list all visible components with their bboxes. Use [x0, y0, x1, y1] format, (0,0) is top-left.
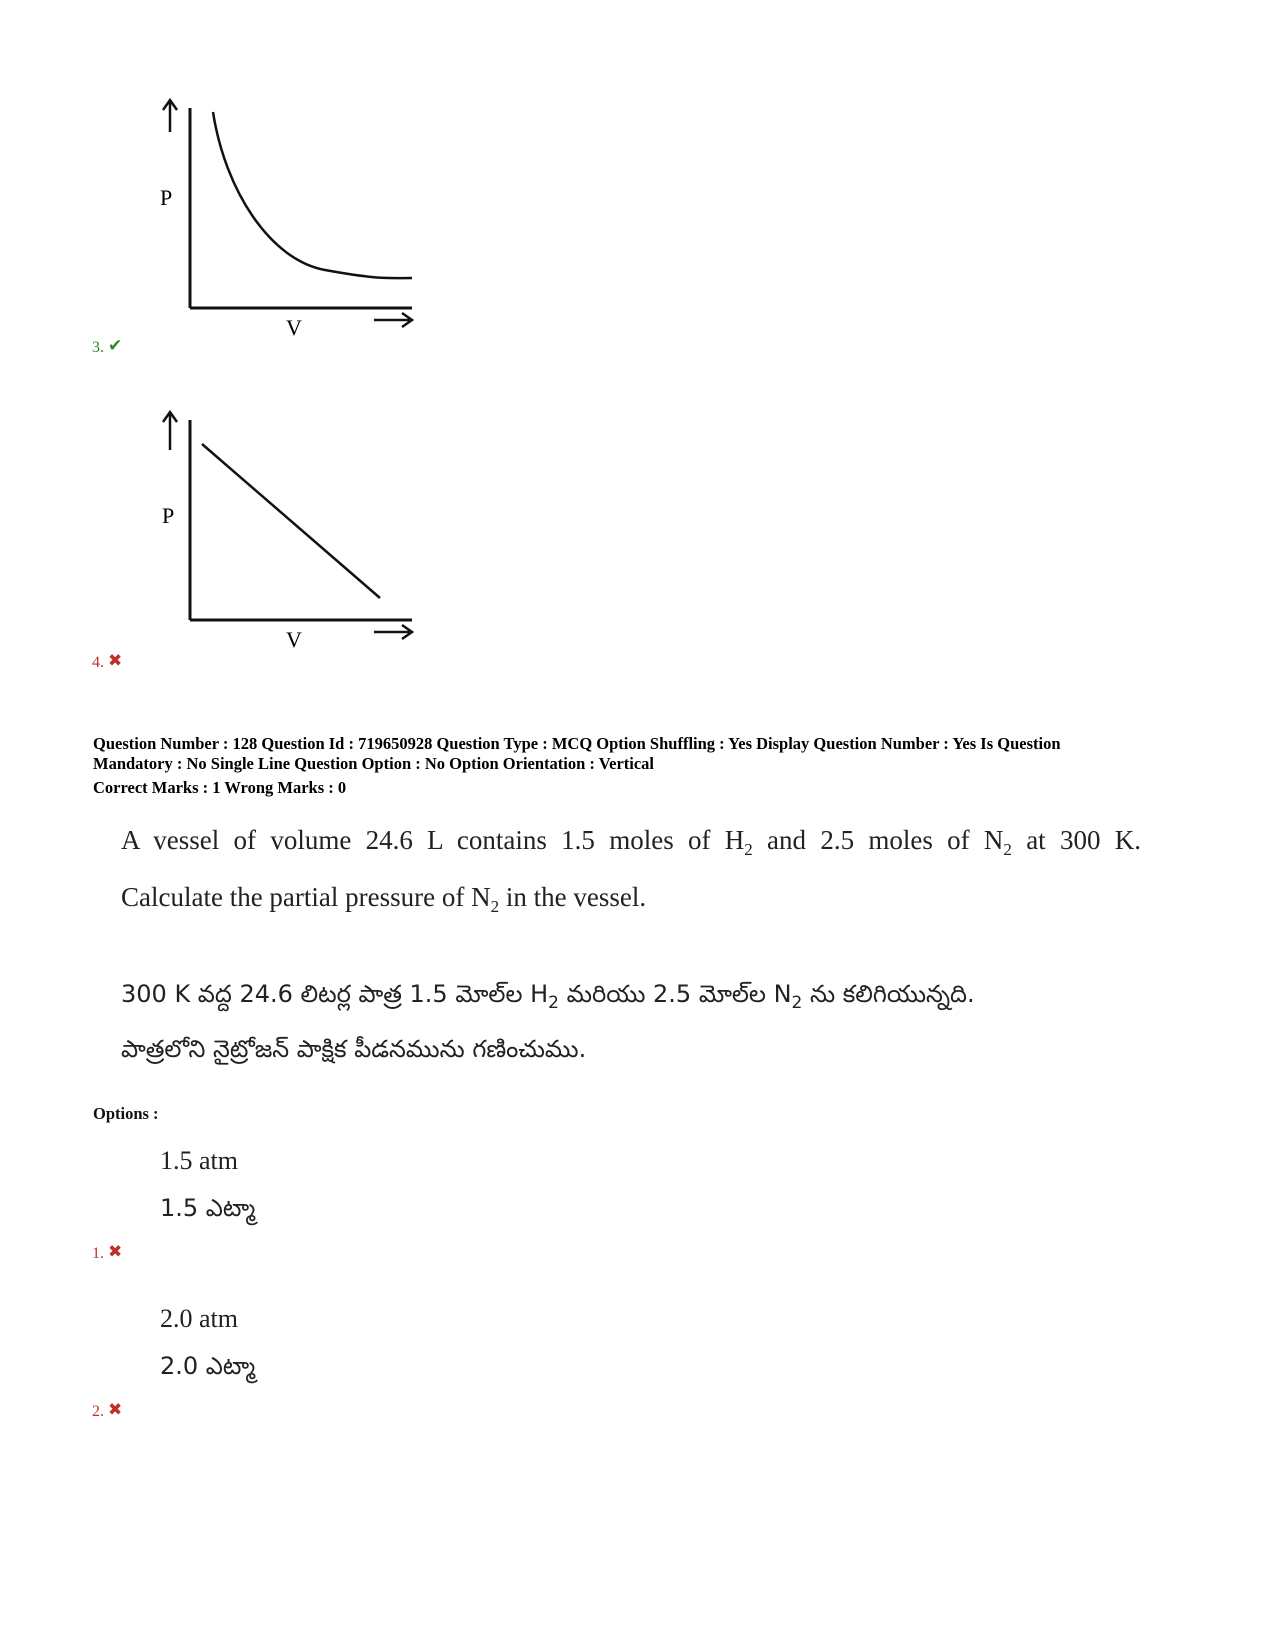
question-meta — [93, 734, 1173, 798]
meta-line-1: Question Number : 128 Question Id : 719650928 Question Type : MCQ Option Shuffling : Yes Display Question Number : Yes Is Question — [93, 734, 1061, 753]
cross-icon: ✖ — [108, 651, 123, 670]
prev-option-number: 3. ✔ — [92, 336, 123, 356]
y-axis-label: P — [160, 185, 173, 210]
question-text-en-line2: Calculate the partial pressure of $N_2$ in the vessel. — [121, 882, 647, 916]
option-2-number: 2. ✖ — [92, 1400, 123, 1420]
x-axis-label: V — [286, 315, 302, 340]
option-2-en: 2.0 atm — [160, 1304, 238, 1333]
option-1-en: 1.5 atm — [160, 1146, 238, 1175]
question-text-en-line1: A vessel of volume 24.6 L contains 1.5 moles of $H_2$ and 2.5 moles of $N_2$ at 300 K. — [121, 825, 1141, 859]
option-1-te: 1.5 ఎట్మా — [160, 1194, 256, 1222]
option-2-te: 2.0 ఎట్మా — [160, 1352, 256, 1380]
cross-icon: ✖ — [108, 1400, 123, 1419]
meta-line-2: Mandatory : No Single Line Question Option : No Option Orientation : Vertical — [93, 754, 655, 773]
question-text-te-line1: 300 K వద్ద 24.6 లిటర్ల పాత్ర 1.5 మోల్‌ల $H_2$ మరియు 2.5 మోల్‌ల $N_2$ ను కలిగియున్నది. — [121, 980, 975, 1013]
options-label: Options : — [93, 1104, 159, 1123]
x-axis-label: V — [286, 627, 302, 650]
cross-icon: ✖ — [108, 1242, 123, 1261]
option-1-number: 1. ✖ — [92, 1242, 123, 1262]
pv-graph-linear — [150, 400, 420, 650]
y-axis-label: P — [162, 503, 175, 528]
question-text-te-line2: పాత్రలోని నైట్రోజన్ పాక్షిక పీడనమును గణించుము. — [121, 1035, 587, 1063]
meta-line-3: Correct Marks : 1 Wrong Marks : 0 — [93, 778, 347, 797]
check-icon: ✔ — [108, 336, 123, 355]
prev-option-number: 4. ✖ — [92, 651, 123, 671]
pv-graph-hyperbola — [150, 90, 420, 340]
